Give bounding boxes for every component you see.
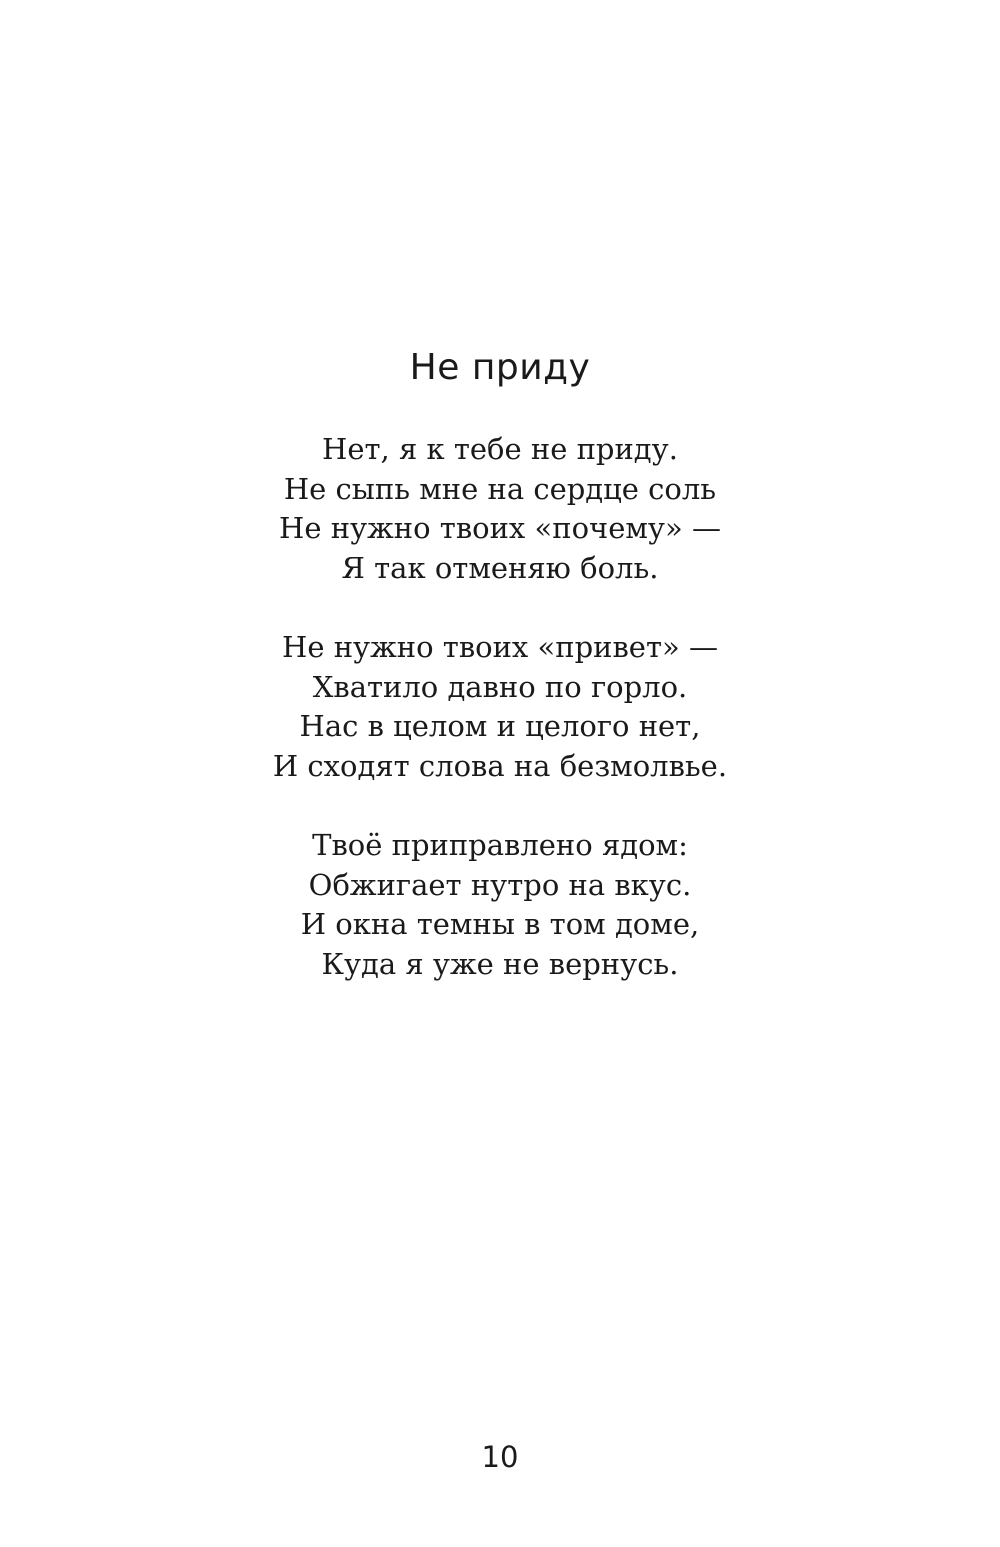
poem-line: Я так отменяю боль.: [341, 550, 659, 585]
stanza-2: [0, 628, 1000, 786]
page-number: 10: [481, 1440, 519, 1474]
poem-line: Нас в целом и целого нет,: [299, 709, 701, 743]
poem-line: Твоё приправлено ядом:: [312, 828, 688, 862]
poem-line: Обжигает нутро на вкус.: [308, 867, 692, 902]
stanza-3: [0, 826, 1000, 984]
poem-line: Не сыпь мне на сердце соль: [283, 471, 717, 506]
poem-line: И окна темны в том доме,: [300, 907, 700, 941]
poem-line: Куда я уже не вернусь.: [321, 946, 679, 981]
stanza-1: [0, 430, 1000, 588]
poem-title: Не приду: [409, 347, 591, 388]
poem-line: И сходят слова на безмолвье.: [272, 748, 728, 783]
poem-line: Хватило давно по горло.: [312, 669, 688, 704]
poem-line: Не нужно твоих «почему» —: [279, 511, 721, 545]
poem-line: Не нужно твоих «привет» —: [282, 630, 718, 664]
poem-line: Нет, я к тебе не приду.: [322, 432, 678, 466]
